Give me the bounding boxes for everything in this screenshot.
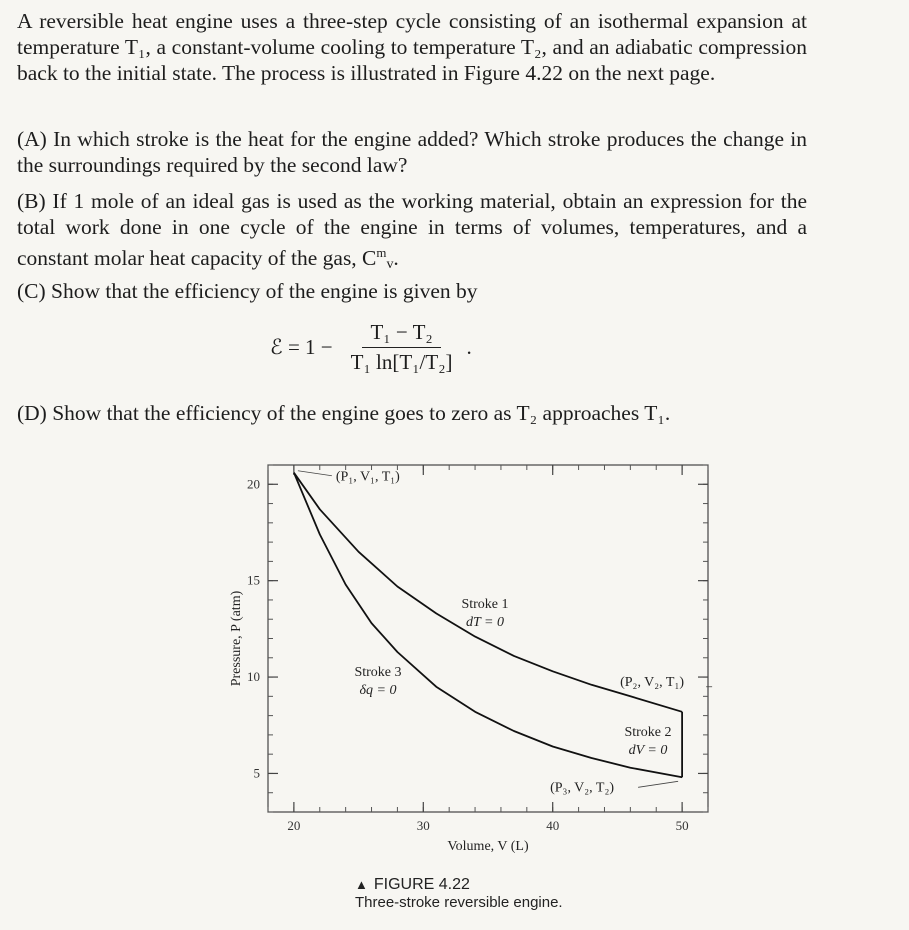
equation-period: . <box>466 335 472 359</box>
stroke-condition: dT = 0 <box>466 615 504 630</box>
figure-caption-text: Three-stroke reversible engine. <box>355 894 563 911</box>
equation-numerator: T₁ − T₂ <box>362 320 440 348</box>
part-c-text: (C) Show that the efficiency of the engine is given by <box>17 279 478 303</box>
annotation-leader <box>638 781 678 787</box>
y-tick-label: 5 <box>253 765 260 781</box>
state-point-label: (P₂, V₂, T₁) <box>620 674 685 690</box>
plot-frame <box>268 465 708 812</box>
stroke-condition: dV = 0 <box>628 743 668 758</box>
annotation-leader <box>298 471 332 476</box>
part-d-text: (D) Show that the efficiency of the engine goes to zero as T₂ approaches T₁. <box>17 401 671 425</box>
intro-text: A reversible heat engine uses a three-step cycle consisting of an isothermal expansion at temperature T₁, a constant-volume cooling to temperature T₂, and an adiabatic compression back to the initial state. The process is illustrated in Figure 4.22 on the next page. <box>17 9 807 85</box>
figure-caption <box>355 876 563 912</box>
part-b-text: (B) If 1 mole of an ideal gas is used as the working material, obtain an expression for the total work done in one cycle of the engine in terms of volumes, temperatures, and a constant molar heat capacity of the gas, C <box>17 189 807 271</box>
stroke-label: Stroke 2 <box>624 725 672 740</box>
x-axis-title: Volume, V (L) <box>447 839 529 854</box>
x-tick-label: 40 <box>546 818 560 833</box>
state-point-label: (P₃, V₂, T₂) <box>550 780 615 796</box>
part-a-text: (A) In which stroke is the heat for the engine added? Which stroke produces the change in the surroundings required by the second law? <box>17 127 807 177</box>
y-axis-title: Pressure, P (atm) <box>229 590 244 687</box>
stroke-label: Stroke 1 <box>461 597 509 612</box>
stroke-label: Stroke 3 <box>354 665 402 680</box>
triangle-icon: ▲ <box>355 877 368 892</box>
part-b-end: . <box>393 246 399 271</box>
x-tick-label: 20 <box>287 818 301 833</box>
y-tick-label: 15 <box>247 572 260 588</box>
heat-capacity-superscript: m <box>376 246 387 260</box>
x-tick-label: 30 <box>416 818 430 833</box>
equation-lhs: ℰ = 1 − <box>270 335 333 359</box>
state-point-label: (P₁, V₁, T₁) <box>335 469 400 485</box>
y-tick-label: 20 <box>247 476 260 492</box>
stroke-condition: δq = 0 <box>359 683 397 698</box>
figure-label: FIGURE 4.22 <box>373 876 470 893</box>
heat-capacity-subscript: v <box>386 257 394 273</box>
x-tick-label: 50 <box>675 818 689 833</box>
y-tick-label: 10 <box>247 669 260 685</box>
equation-denominator: T₁ ln[T₁/T₂] <box>350 350 453 374</box>
